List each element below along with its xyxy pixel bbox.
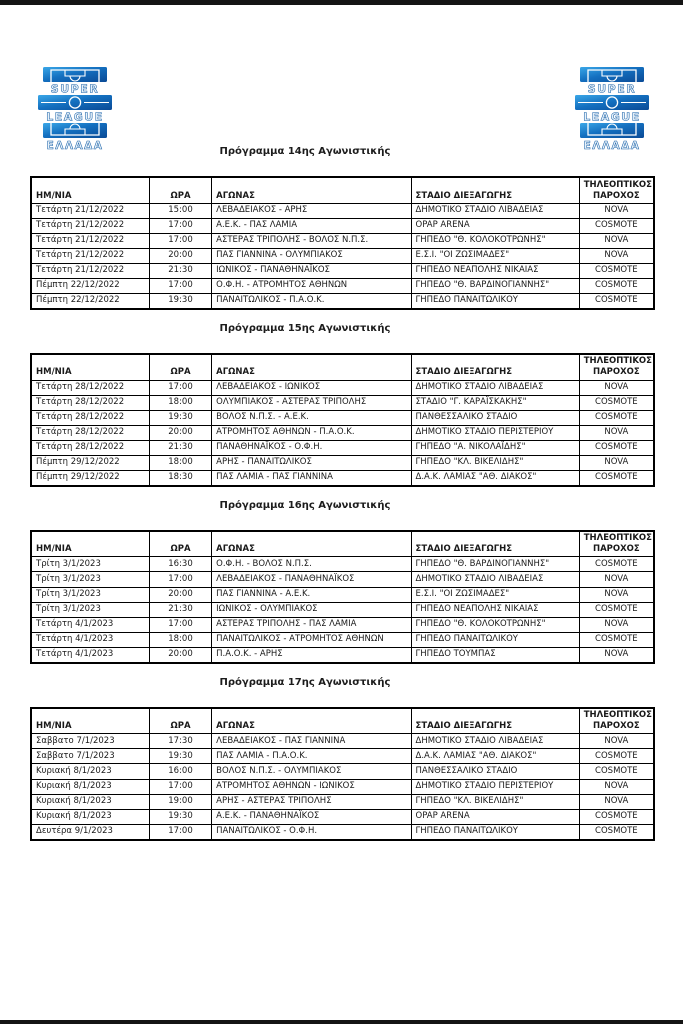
column-header-stadium: ΣΤΑΔΙΟ ΔΙΕΞΑΓΩΓΗΣ [411,531,579,557]
match-cell: ΟΛΥΜΠΙΑΚΟΣ - ΑΣΤΕΡΑΣ ΤΡΙΠΟΛΗΣ [212,395,411,410]
time-cell: 19:30 [149,749,211,764]
time-cell: 21:30 [149,440,211,455]
matchday-section [30,323,655,487]
time-cell: 17:00 [149,278,211,293]
provider-cell: COSMOTE [579,764,654,779]
column-header-date: ΗΜ/ΝΙΑ [31,531,149,557]
match-cell: ΛΕΒΑΔΕΙΑΚΟΣ - ΠΑΣ ΓΙΑΝΝΙΝΑ [212,734,411,749]
provider-cell: COSMOTE [579,263,654,278]
fixture-row [31,248,654,263]
schedule-sections [30,146,655,854]
super-league-logo-right [574,67,650,153]
time-cell: 17:00 [149,218,211,233]
fixture-row [31,293,654,309]
fixture-row [31,410,654,425]
stadium-cell: ΓΗΠΕΔΟ "Θ. ΒΑΡΔΙΝΟΓΙΑΝΝΗΣ" [411,278,579,293]
match-cell: Α.Ε.Κ. - ΠΑΣ ΛΑΜΙΑ [212,218,411,233]
fixtures-table [30,530,655,664]
date-cell: Τρίτη 3/1/2023 [31,602,149,617]
fixture-row [31,734,654,749]
match-cell: ΒΟΛΟΣ Ν.Π.Σ. - ΟΛΥΜΠΙΑΚΟΣ [212,764,411,779]
match-cell: ΠΑΝΑΙΤΩΛΙΚΟΣ - Π.Α.Ο.Κ. [212,293,411,309]
date-cell: Τετάρτη 28/12/2022 [31,395,149,410]
match-cell: ΛΕΒΑΔΕΙΑΚΟΣ - ΙΩΝΙΚΟΣ [212,380,411,395]
fixture-row [31,779,654,794]
date-cell: Τετάρτη 21/12/2022 [31,263,149,278]
fixtures-table [30,707,655,841]
date-cell: Κυριακή 8/1/2023 [31,809,149,824]
date-cell: Τετάρτη 28/12/2022 [31,425,149,440]
fixture-row [31,572,654,587]
logo-word-ellada: ΕΛΛΑΔΑ [583,140,641,152]
date-cell: Τετάρτη 4/1/2023 [31,647,149,663]
pitch-center-icon [575,95,649,110]
match-cell: Π.Α.Ο.Κ. - ΑΡΗΣ [212,647,411,663]
date-cell: Δευτέρα 9/1/2023 [31,824,149,840]
date-cell: Πέμπτη 29/12/2022 [31,470,149,486]
fixture-row [31,824,654,840]
match-cell: ΠΑΝΑΙΤΩΛΙΚΟΣ - ΑΤΡΟΜΗΤΟΣ ΑΘΗΝΩΝ [212,632,411,647]
stadium-cell: Ε.Σ.Ι. "ΟΙ ΖΩΣΙΜΑΔΕΣ" [411,587,579,602]
fixture-row [31,263,654,278]
stadium-cell: ΓΗΠΕΔΟ "Α. ΝΙΚΟΛΑΪΔΗΣ" [411,440,579,455]
header-row [31,531,654,557]
fixture-row [31,455,654,470]
column-header-date: ΗΜ/ΝΙΑ [31,177,149,203]
provider-cell: COSMOTE [579,395,654,410]
match-cell: Α.Ε.Κ. - ΠΑΝΑΘΗΝΑΪΚΟΣ [212,809,411,824]
date-cell: Πέμπτη 29/12/2022 [31,455,149,470]
column-header-provider: ΤΗΛΕΟΠΤΙΚΟΣ ΠΑΡΟΧΟΣ [579,531,654,557]
stadium-cell: ΓΗΠΕΔΟ ΝΕΑΠΟΛΗΣ ΝΙΚΑΙΑΣ [411,263,579,278]
time-cell: 21:30 [149,602,211,617]
provider-cell: NOVA [579,779,654,794]
date-cell: Τετάρτη 4/1/2023 [31,632,149,647]
column-header-date: ΗΜ/ΝΙΑ [31,354,149,380]
column-header-match: ΑΓΩΝΑΣ [212,531,411,557]
section-title: Πρόγραμμα 16ης Αγωνιστικής [219,499,391,511]
stadium-cell: ΓΗΠΕΔΟ "Θ. ΚΟΛΟΚΟΤΡΩΝΗΣ" [411,617,579,632]
fixture-row [31,278,654,293]
date-cell: Τετάρτη 4/1/2023 [31,617,149,632]
pitch-top-icon [580,67,644,82]
column-header-match: ΑΓΩΝΑΣ [212,177,411,203]
date-cell: Τρίτη 3/1/2023 [31,587,149,602]
provider-cell: COSMOTE [579,470,654,486]
provider-cell: NOVA [579,233,654,248]
provider-cell: COSMOTE [579,602,654,617]
date-cell: Πέμπτη 22/12/2022 [31,278,149,293]
match-cell: ΙΩΝΙΚΟΣ - ΠΑΝΑΘΗΝΑΪΚΟΣ [212,263,411,278]
provider-cell: NOVA [579,380,654,395]
provider-cell: NOVA [579,647,654,663]
pitch-bottom-icon [580,123,644,138]
column-header-match: ΑΓΩΝΑΣ [212,354,411,380]
fixture-row [31,809,654,824]
provider-cell: COSMOTE [579,557,654,572]
stadium-cell: ΔΗΜΟΤΙΚΟ ΣΤΑΔΙΟ ΛΙΒΑΔΕΙΑΣ [411,734,579,749]
column-header-time: ΩΡΑ [149,177,211,203]
section-title: Πρόγραμμα 17ης Αγωνιστικής [219,676,391,688]
provider-cell: COSMOTE [579,293,654,309]
stadium-cell: ΠΑΝΘΕΣΣΑΛΙΚΟ ΣΤΑΔΙΟ [411,764,579,779]
super-league-logo-graphic [37,67,113,153]
stadium-cell: Ε.Σ.Ι. "ΟΙ ΖΩΣΙΜΑΔΕΣ" [411,248,579,263]
time-cell: 18:00 [149,395,211,410]
fixture-row [31,764,654,779]
date-cell: Κυριακή 8/1/2023 [31,779,149,794]
fixtures-table [30,353,655,487]
time-cell: 17:00 [149,824,211,840]
fixture-row [31,233,654,248]
date-cell: Σαββατο 7/1/2023 [31,734,149,749]
match-cell: ΠΑΣ ΛΑΜΙΑ - ΠΑΣ ΓΙΑΝΝΙΝΑ [212,470,411,486]
stadium-cell: Δ.Α.Κ. ΛΑΜΙΑΣ "ΑΘ. ΔΙΑΚΟΣ" [411,470,579,486]
fixture-row [31,470,654,486]
stadium-cell: ΔΗΜΟΤΙΚΟ ΣΤΑΔΙΟ ΠΕΡΙΣΤΕΡΙΟΥ [411,425,579,440]
match-cell: ΛΕΒΑΔΕΙΑΚΟΣ - ΠΑΝΑΘΗΝΑΪΚΟΣ [212,572,411,587]
stadium-cell: ΓΗΠΕΔΟ ΠΑΝΑΙΤΩΛΙΚΟΥ [411,632,579,647]
date-cell: Σαββατο 7/1/2023 [31,749,149,764]
super-league-logo-left [37,67,113,153]
column-header-date: ΗΜ/ΝΙΑ [31,708,149,734]
column-header-time: ΩΡΑ [149,708,211,734]
fixture-row [31,425,654,440]
match-cell: ΠΑΣ ΓΙΑΝΝΙΝΑ - ΟΛΥΜΠΙΑΚΟΣ [212,248,411,263]
header-row [31,177,654,203]
provider-cell: NOVA [579,455,654,470]
logo-word-super: SUPER [50,82,100,96]
stadium-cell: ΓΗΠΕΔΟ "Θ. ΚΟΛΟΚΟΤΡΩΝΗΣ" [411,233,579,248]
pitch-top-icon [43,67,107,82]
column-header-stadium: ΣΤΑΔΙΟ ΔΙΕΞΑΓΩΓΗΣ [411,354,579,380]
date-cell: Τετάρτη 28/12/2022 [31,410,149,425]
provider-cell: COSMOTE [579,410,654,425]
stadium-cell: ΓΗΠΕΔΟ ΠΑΝΑΙΤΩΛΙΚΟΥ [411,293,579,309]
stadium-cell: Δ.Α.Κ. ΛΑΜΙΑΣ "ΑΘ. ΔΙΑΚΟΣ" [411,749,579,764]
pitch-center-icon [38,95,112,110]
time-cell: 20:00 [149,587,211,602]
time-cell: 20:00 [149,425,211,440]
fixture-row [31,794,654,809]
date-cell: Πέμπτη 22/12/2022 [31,293,149,309]
date-cell: Τετάρτη 21/12/2022 [31,233,149,248]
pitch-bottom-icon [43,123,107,138]
match-cell: Ο.Φ.Η. - ΒΟΛΟΣ Ν.Π.Σ. [212,557,411,572]
provider-cell: COSMOTE [579,218,654,233]
match-cell: Ο.Φ.Η. - ΑΤΡΟΜΗΤΟΣ ΑΘΗΝΩΝ [212,278,411,293]
fixture-row [31,203,654,218]
matchday-section [30,500,655,664]
time-cell: 18:30 [149,470,211,486]
stadium-cell: ΔΗΜΟΤΙΚΟ ΣΤΑΔΙΟ ΛΙΒΑΔΕΙΑΣ [411,380,579,395]
time-cell: 18:00 [149,632,211,647]
match-cell: ΑΤΡΟΜΗΤΟΣ ΑΘΗΝΩΝ - ΙΩΝΙΚΟΣ [212,779,411,794]
date-cell: Τετάρτη 21/12/2022 [31,248,149,263]
time-cell: 17:00 [149,779,211,794]
match-cell: ΑΤΡΟΜΗΤΟΣ ΑΘΗΝΩΝ - Π.Α.Ο.Κ. [212,425,411,440]
time-cell: 16:00 [149,764,211,779]
section-title: Πρόγραμμα 14ης Αγωνιστικής [219,146,391,157]
column-header-time: ΩΡΑ [149,531,211,557]
stadium-cell: ΠΑΝΘΕΣΣΑΛΙΚΟ ΣΤΑΔΙΟ [411,410,579,425]
column-header-time: ΩΡΑ [149,354,211,380]
column-header-stadium: ΣΤΑΔΙΟ ΔΙΕΞΑΓΩΓΗΣ [411,708,579,734]
date-cell: Τετάρτη 28/12/2022 [31,380,149,395]
stadium-cell: ΓΗΠΕΔΟ ΠΑΝΑΙΤΩΛΙΚΟΥ [411,824,579,840]
column-header-provider: ΤΗΛΕΟΠΤΙΚΟΣ ΠΑΡΟΧΟΣ [579,708,654,734]
fixture-row [31,380,654,395]
logo-word-league: LEAGUE [583,110,641,124]
time-cell: 19:30 [149,410,211,425]
time-cell: 17:00 [149,617,211,632]
time-cell: 16:30 [149,557,211,572]
match-cell: ΠΑΣ ΓΙΑΝΝΙΝΑ - Α.Ε.Κ. [212,587,411,602]
stadium-cell: ΓΗΠΕΔΟ "Θ. ΒΑΡΔΙΝΟΓΙΑΝΝΗΣ" [411,557,579,572]
provider-cell: NOVA [579,203,654,218]
column-header-provider: ΤΗΛΕΟΠΤΙΚΟΣ ΠΑΡΟΧΟΣ [579,354,654,380]
logo-word-league: LEAGUE [46,110,104,124]
time-cell: 19:30 [149,293,211,309]
time-cell: 18:00 [149,455,211,470]
date-cell: Τρίτη 3/1/2023 [31,572,149,587]
provider-cell: NOVA [579,617,654,632]
match-cell: ΠΑΝΑΘΗΝΑΪΚΟΣ - Ο.Φ.Η. [212,440,411,455]
provider-cell: COSMOTE [579,632,654,647]
date-cell: Τετάρτη 28/12/2022 [31,440,149,455]
logo-word-ellada: ΕΛΛΑΔΑ [46,140,104,152]
column-header-stadium: ΣΤΑΔΙΟ ΔΙΕΞΑΓΩΓΗΣ [411,177,579,203]
stadium-cell: OPAP ARENA [411,218,579,233]
time-cell: 17:00 [149,572,211,587]
provider-cell: COSMOTE [579,749,654,764]
date-cell: Τρίτη 3/1/2023 [31,557,149,572]
fixture-row [31,218,654,233]
provider-cell: NOVA [579,425,654,440]
time-cell: 19:30 [149,809,211,824]
fixture-row [31,587,654,602]
match-cell: ΑΡΗΣ - ΠΑΝΑΙΤΩΛΙΚΟΣ [212,455,411,470]
column-header-match: ΑΓΩΝΑΣ [212,708,411,734]
provider-cell: NOVA [579,794,654,809]
match-cell: ΠΑΝΑΙΤΩΛΙΚΟΣ - Ο.Φ.Η. [212,824,411,840]
match-cell: ΑΣΤΕΡΑΣ ΤΡΙΠΟΛΗΣ - ΠΑΣ ΛΑΜΙΑ [212,617,411,632]
stadium-cell: ΓΗΠΕΔΟ ΝΕΑΠΟΛΗΣ ΝΙΚΑΙΑΣ [411,602,579,617]
stadium-cell: ΣΤΑΔΙΟ "Γ. ΚΑΡΑΪΣΚΑΚΗΣ" [411,395,579,410]
matchday-section [30,677,655,841]
date-cell: Κυριακή 8/1/2023 [31,794,149,809]
match-cell: ΠΑΣ ΛΑΜΙΑ - Π.Α.Ο.Κ. [212,749,411,764]
fixture-row [31,617,654,632]
provider-cell: NOVA [579,587,654,602]
time-cell: 15:00 [149,203,211,218]
stadium-cell: OPAP ARENA [411,809,579,824]
time-cell: 19:00 [149,794,211,809]
match-cell: ΒΟΛΟΣ Ν.Π.Σ. - Α.Ε.Κ. [212,410,411,425]
fixture-row [31,440,654,455]
provider-cell: NOVA [579,572,654,587]
time-cell: 20:00 [149,647,211,663]
provider-cell: COSMOTE [579,809,654,824]
time-cell: 20:00 [149,248,211,263]
time-cell: 17:00 [149,233,211,248]
bottom-edge-bar [0,1020,683,1024]
match-cell: ΑΡΗΣ - ΑΣΤΕΡΑΣ ΤΡΙΠΟΛΗΣ [212,794,411,809]
fixtures-table [30,176,655,310]
time-cell: 21:30 [149,263,211,278]
date-cell: Κυριακή 8/1/2023 [31,764,149,779]
date-cell: Τετάρτη 21/12/2022 [31,203,149,218]
provider-cell: NOVA [579,248,654,263]
stadium-cell: ΔΗΜΟΤΙΚΟ ΣΤΑΔΙΟ ΛΙΒΑΔΕΙΑΣ [411,572,579,587]
logo-word-super: SUPER [587,82,637,96]
provider-cell: NOVA [579,734,654,749]
fixture-row [31,557,654,572]
fixture-row [31,647,654,663]
date-cell: Τετάρτη 21/12/2022 [31,218,149,233]
stadium-cell: ΓΗΠΕΔΟ "ΚΛ. ΒΙΚΕΛΙΔΗΣ" [411,794,579,809]
provider-cell: COSMOTE [579,278,654,293]
fixture-row [31,602,654,617]
stadium-cell: ΔΗΜΟΤΙΚΟ ΣΤΑΔΙΟ ΛΙΒΑΔΕΙΑΣ [411,203,579,218]
match-cell: ΙΩΝΙΚΟΣ - ΟΛΥΜΠΙΑΚΟΣ [212,602,411,617]
time-cell: 17:00 [149,380,211,395]
column-header-provider: ΤΗΛΕΟΠΤΙΚΟΣ ΠΑΡΟΧΟΣ [579,177,654,203]
fixture-row [31,395,654,410]
provider-cell: COSMOTE [579,824,654,840]
fixture-row [31,749,654,764]
matchday-section [30,146,655,310]
provider-cell: COSMOTE [579,440,654,455]
time-cell: 17:30 [149,734,211,749]
fixture-row [31,632,654,647]
header-row [31,708,654,734]
match-cell: ΑΣΤΕΡΑΣ ΤΡΙΠΟΛΗΣ - ΒΟΛΟΣ Ν.Π.Σ. [212,233,411,248]
stadium-cell: ΓΗΠΕΔΟ ΤΟΥΜΠΑΣ [411,647,579,663]
section-title: Πρόγραμμα 15ης Αγωνιστικής [219,322,391,334]
stadium-cell: ΔΗΜΟΤΙΚΟ ΣΤΑΔΙΟ ΠΕΡΙΣΤΕΡΙΟΥ [411,779,579,794]
top-edge-bar [0,0,683,5]
header-row [31,354,654,380]
super-league-logo-graphic [574,67,650,153]
match-cell: ΛΕΒΑΔΕΙΑΚΟΣ - ΑΡΗΣ [212,203,411,218]
stadium-cell: ΓΗΠΕΔΟ "ΚΛ. ΒΙΚΕΛΙΔΗΣ" [411,455,579,470]
